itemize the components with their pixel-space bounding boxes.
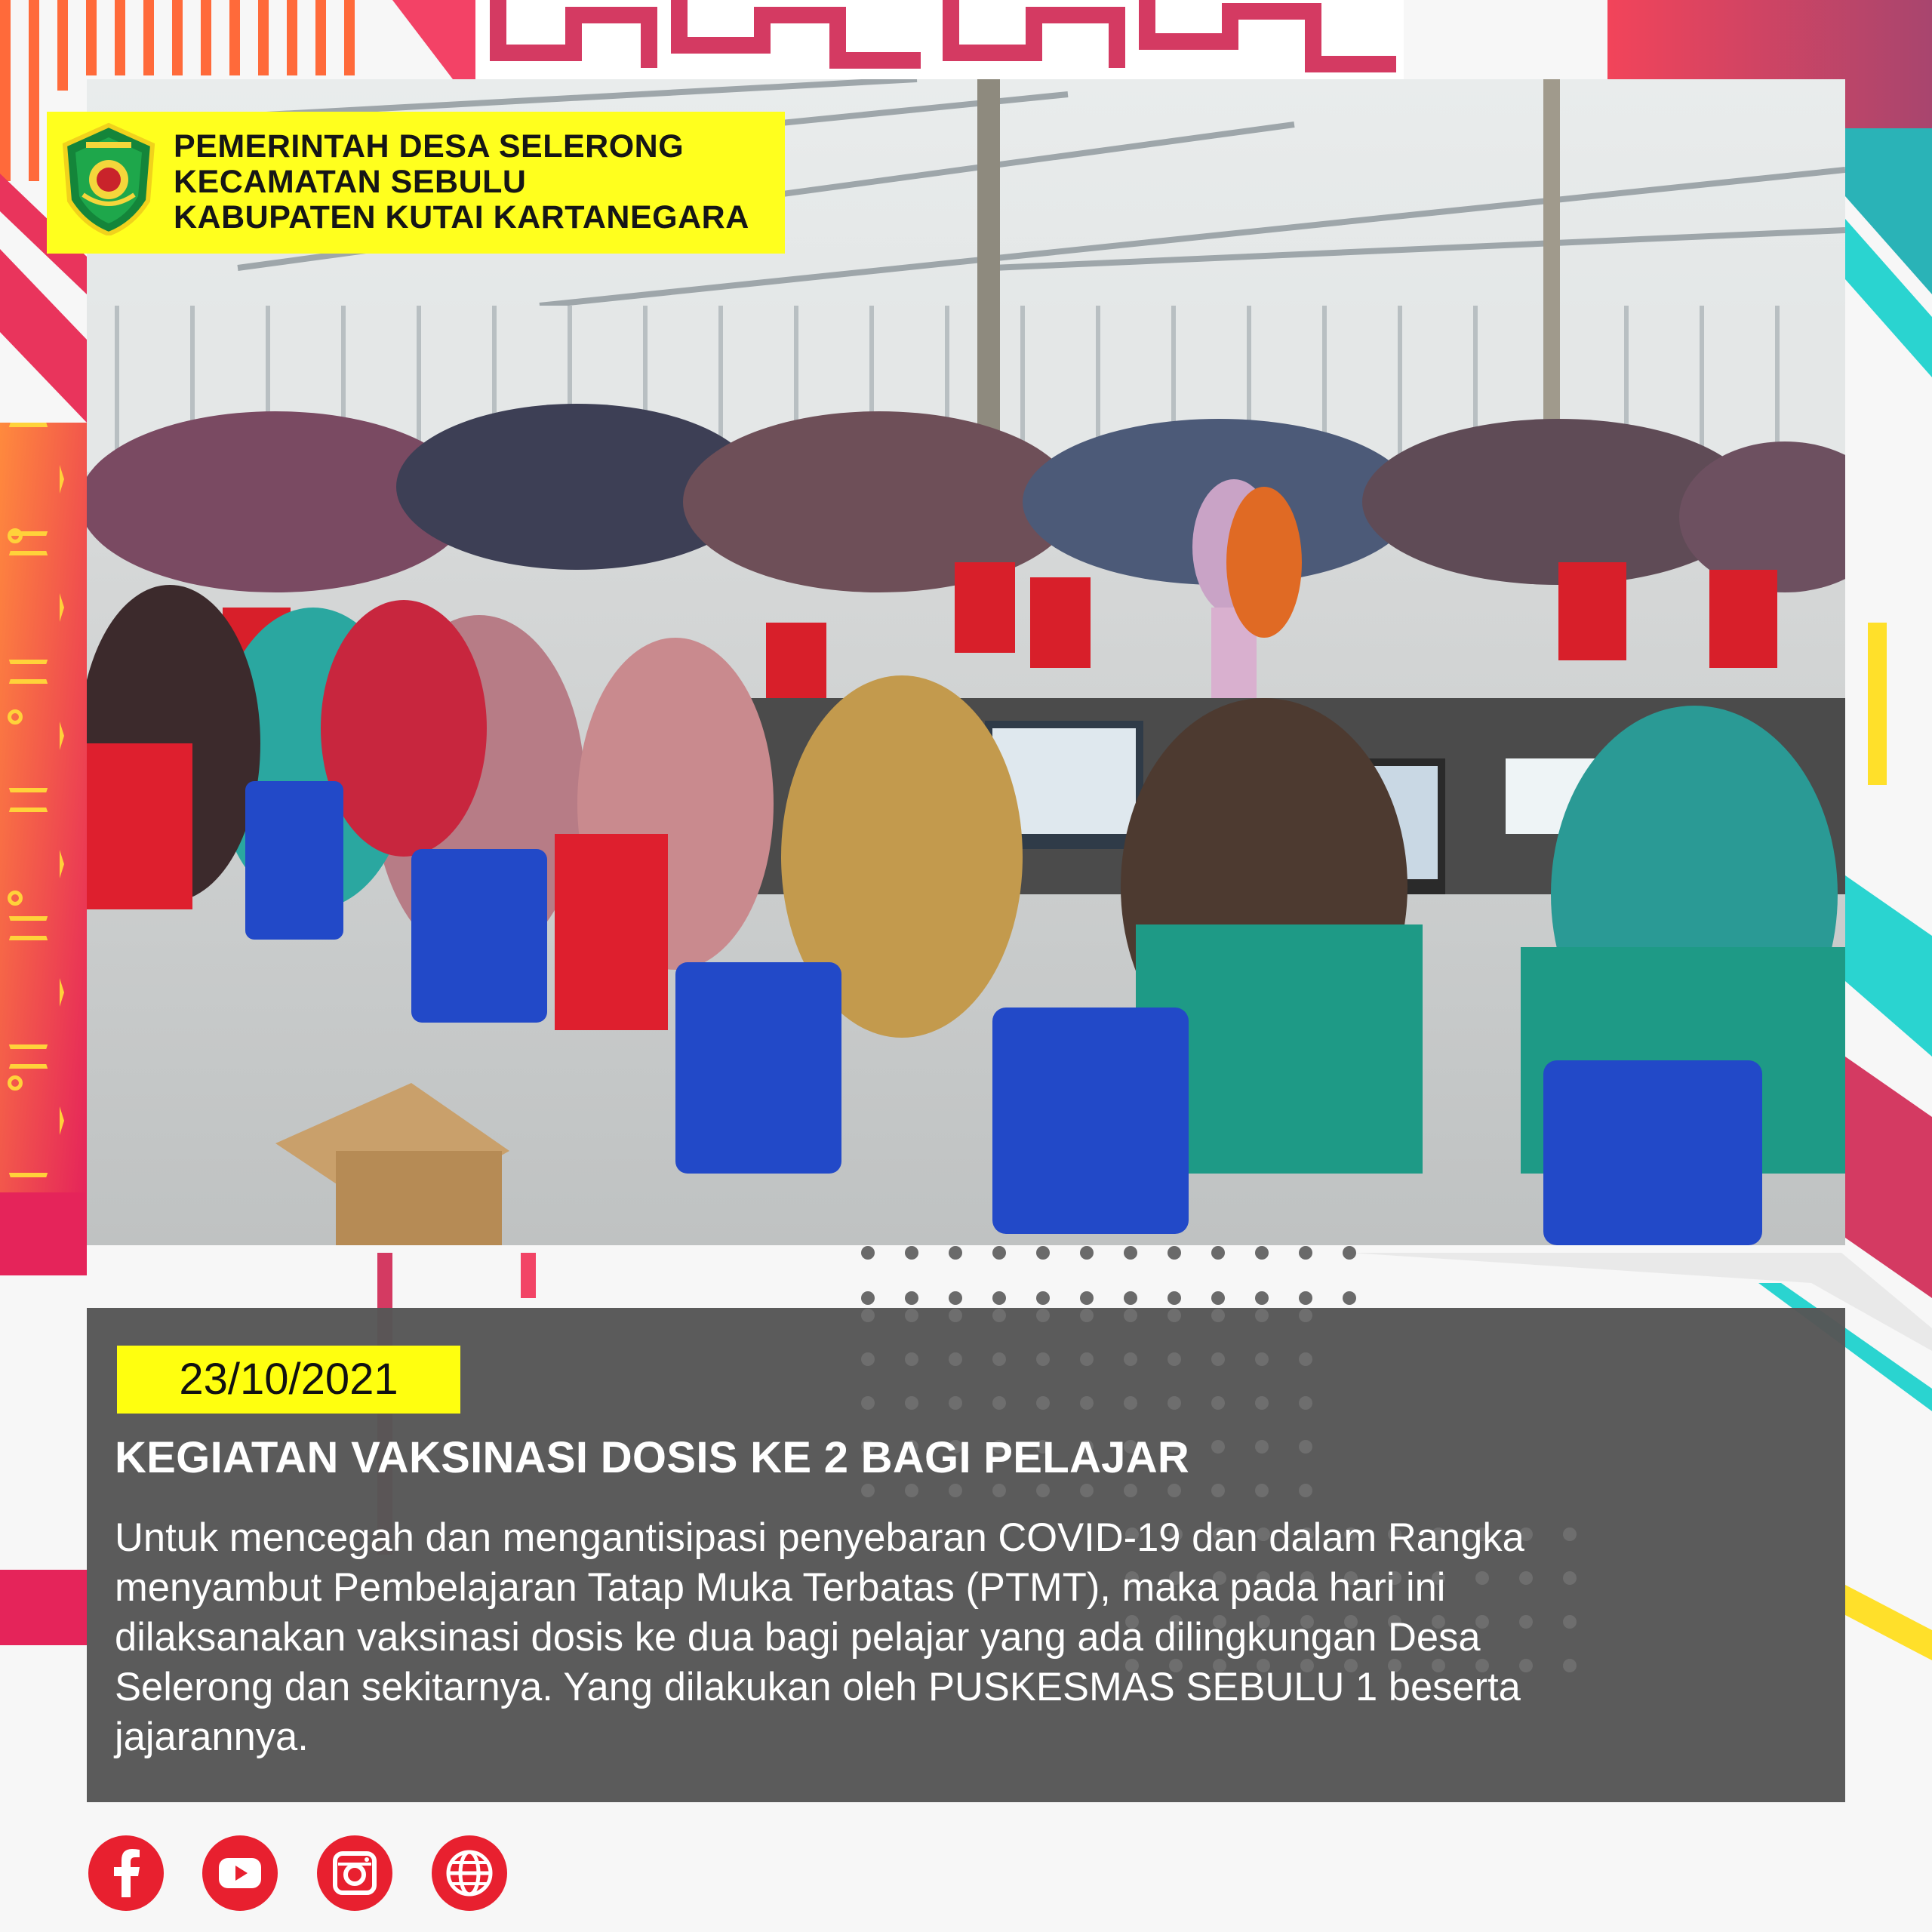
vaccination-event-photo	[87, 79, 1845, 1245]
web-globe-icon[interactable]	[432, 1835, 507, 1911]
post-body-line: menyambut Pembelajaran Tatap Muka Terbatas (PTMT), maka pada hari ini	[115, 1565, 1446, 1610]
post-body-line: dilaksanakan vaksinasi dosis ke dua bagi pelajar yang ada dilingkungan Desa	[115, 1615, 1481, 1660]
post-body-line: jajarannya.	[115, 1715, 309, 1759]
facebook-icon[interactable]	[88, 1835, 164, 1911]
header-line-1: PEMERINTAH DESA SELERONG	[174, 128, 685, 165]
instagram-icon[interactable]	[317, 1835, 392, 1911]
post-body-line: Untuk mencegah dan mengantisipasi penyebaran COVID-19 dan dalam Rangka	[115, 1515, 1524, 1560]
kutai-kartanegara-emblem-icon	[60, 122, 157, 235]
header-line-2: KECAMATAN SEBULU	[174, 164, 527, 200]
post-body	[115, 1513, 1805, 1762]
post-date: 23/10/2021	[179, 1355, 398, 1404]
header-line-3: KABUPATEN KUTAI KARTANEGARA	[174, 199, 749, 235]
post-body-line: Selerong dan sekitarnya. Yang dilakukan oleh PUSKESMAS SEBULU 1 beserta	[115, 1665, 1521, 1709]
youtube-icon[interactable]	[202, 1835, 278, 1911]
post-title: KEGIATAN VAKSINASI DOSIS KE 2 BAGI PELAJAR	[115, 1433, 1190, 1482]
